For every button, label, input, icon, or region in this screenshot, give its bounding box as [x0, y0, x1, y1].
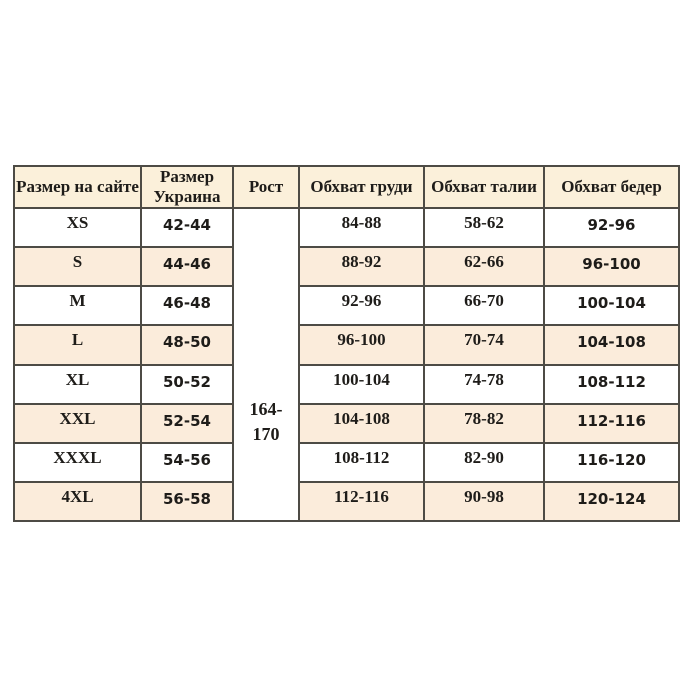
cell-ukraine-size: 56-58: [141, 482, 233, 521]
header-height: Рост: [233, 166, 299, 208]
height-value: [234, 397, 298, 447]
cell-waist: 90-98: [424, 482, 544, 521]
cell-waist: 78-82: [424, 404, 544, 443]
table-row-xs: [14, 208, 679, 247]
height-value-line2: 170: [252, 424, 280, 445]
cell-ukraine-size: 48-50: [141, 325, 233, 364]
cell-site-size: XXL: [14, 404, 141, 443]
cell-site-size: L: [14, 325, 141, 364]
cell-chest: 92-96: [299, 286, 424, 325]
table-row-m: [14, 286, 679, 325]
cell-chest: 88-92: [299, 247, 424, 286]
table-row-l: [14, 325, 679, 364]
cell-site-size: M: [14, 286, 141, 325]
cell-site-size: S: [14, 247, 141, 286]
cell-hips: 96-100: [544, 247, 679, 286]
cell-hips: 108-112: [544, 365, 679, 404]
cell-chest: 108-112: [299, 443, 424, 482]
table-row-4xl: [14, 482, 679, 521]
cell-site-size: XXXL: [14, 443, 141, 482]
cell-hips: 104-108: [544, 325, 679, 364]
table-row-xxxl: [14, 443, 679, 482]
cell-chest: 104-108: [299, 404, 424, 443]
size-chart-table: [13, 165, 680, 522]
table-row-xxl: [14, 404, 679, 443]
cell-hips: 116-120: [544, 443, 679, 482]
cell-waist: 70-74: [424, 325, 544, 364]
cell-hips: 120-124: [544, 482, 679, 521]
cell-ukraine-size: 42-44: [141, 208, 233, 247]
cell-chest: 112-116: [299, 482, 424, 521]
header-chest: Обхват груди: [299, 166, 424, 208]
cell-ukraine-size: 46-48: [141, 286, 233, 325]
cell-ukraine-size: 52-54: [141, 404, 233, 443]
cell-waist: 74-78: [424, 365, 544, 404]
cell-height-merged: [233, 208, 299, 521]
header-site-size: Размер на сайте: [14, 166, 141, 208]
cell-chest: 100-104: [299, 365, 424, 404]
cell-site-size: XS: [14, 208, 141, 247]
header-waist: Обхват талии: [424, 166, 544, 208]
table-body: [14, 208, 679, 521]
cell-site-size: 4XL: [14, 482, 141, 521]
cell-hips: 92-96: [544, 208, 679, 247]
cell-chest: 84-88: [299, 208, 424, 247]
cell-waist: 82-90: [424, 443, 544, 482]
header-hips: Обхват бедер: [544, 166, 679, 208]
cell-waist: 58-62: [424, 208, 544, 247]
header-ukraine-size: Размер Украина: [141, 166, 233, 208]
cell-chest: 96-100: [299, 325, 424, 364]
table-header: [14, 166, 679, 208]
table-row-xl: [14, 365, 679, 404]
height-value-line1: 164-: [249, 399, 283, 420]
cell-hips: 112-116: [544, 404, 679, 443]
table-row-s: [14, 247, 679, 286]
cell-ukraine-size: 54-56: [141, 443, 233, 482]
cell-waist: 62-66: [424, 247, 544, 286]
cell-waist: 66-70: [424, 286, 544, 325]
cell-site-size: XL: [14, 365, 141, 404]
cell-ukraine-size: 50-52: [141, 365, 233, 404]
cell-hips: 100-104: [544, 286, 679, 325]
header-row: [14, 166, 679, 208]
cell-ukraine-size: 44-46: [141, 247, 233, 286]
